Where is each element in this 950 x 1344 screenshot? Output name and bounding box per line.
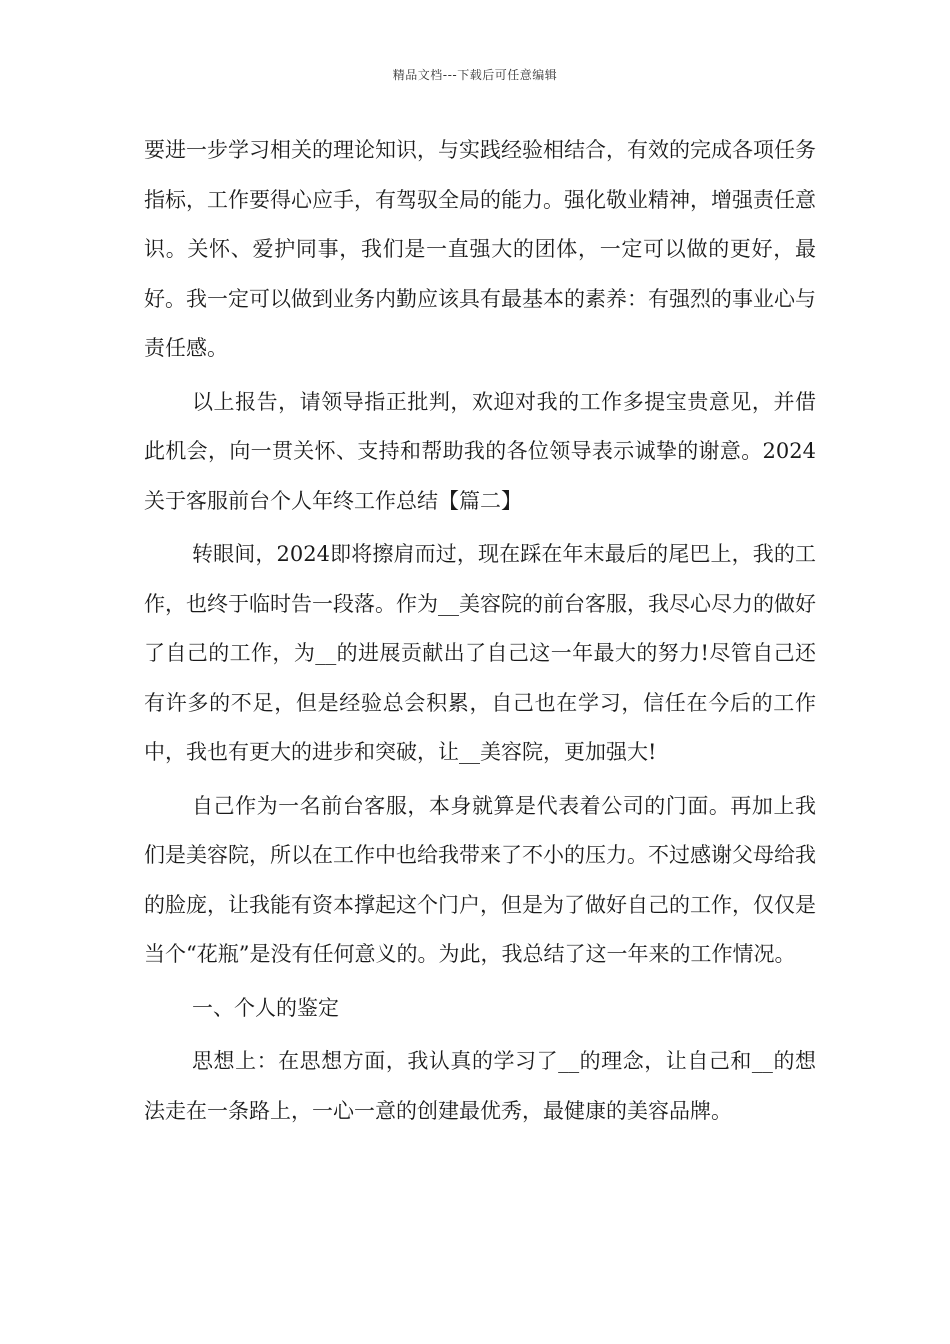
section-heading: 一、个人的鉴定 <box>192 995 339 1020</box>
paragraph-continuation: 要进一步学习相关的理论知识，与实践经验相结合，有效的完成各项任务指标，工作要得心应手，有驾驭全局的能力。强化敬业精神，增强责任意识。关怀、爱护同事，我们是一直强大的团体，一定可以做的更好，最好。我一定可以做到业务内勤应该具有最基本的素养：有强烈的事业心与责任感。 <box>144 138 816 360</box>
paragraph-role: 自己作为一名前台客服，本身就算是代表着公司的门面。再加上我们是美容院，所以在工作中也给我带来了不小的压力。不过感谢父母给我的脸庞，让我能有资本撑起这个门户，但是为了做好自己的工作，仅仅是当个“花瓶”是没有任何意义的。为此，我总结了这一年来的工作情况。 <box>144 793 816 966</box>
paragraph-report-closing: 以上报告，请领导指正批判，欢迎对我的工作多提宝贵意见，并借此机会，向一贯关怀、支持和帮助我的各位领导表示诚挚的谢意。2024关于客服前台个人年终工作总结【篇二】 <box>144 389 816 513</box>
paragraph-thought: 思想上：在思想方面，我认真的学习了__的理念，让自己和__的想法走在一条路上，一心一意的创建最优秀，最健康的美容品牌。 <box>144 1049 816 1123</box>
page-header: 精品文档---下载后可任意编辑 <box>392 68 558 82</box>
paragraph-intro: 转眼间，2024即将擦肩而过，现在踩在年末最后的尾巴上，我的工作，也终于临时告一段落。作为__美容院的前台客服，我尽心尽力的做好了自己的工作，为__的进展贡献出了自己这一年最大的努力!尽管自己还有许多的不足，但是经验总会积累，自己也在学习，信任在今后的工作中，我也有更大的进步和突破，让__美容院，更加强大! <box>144 542 816 764</box>
document-body <box>144 126 816 1136</box>
